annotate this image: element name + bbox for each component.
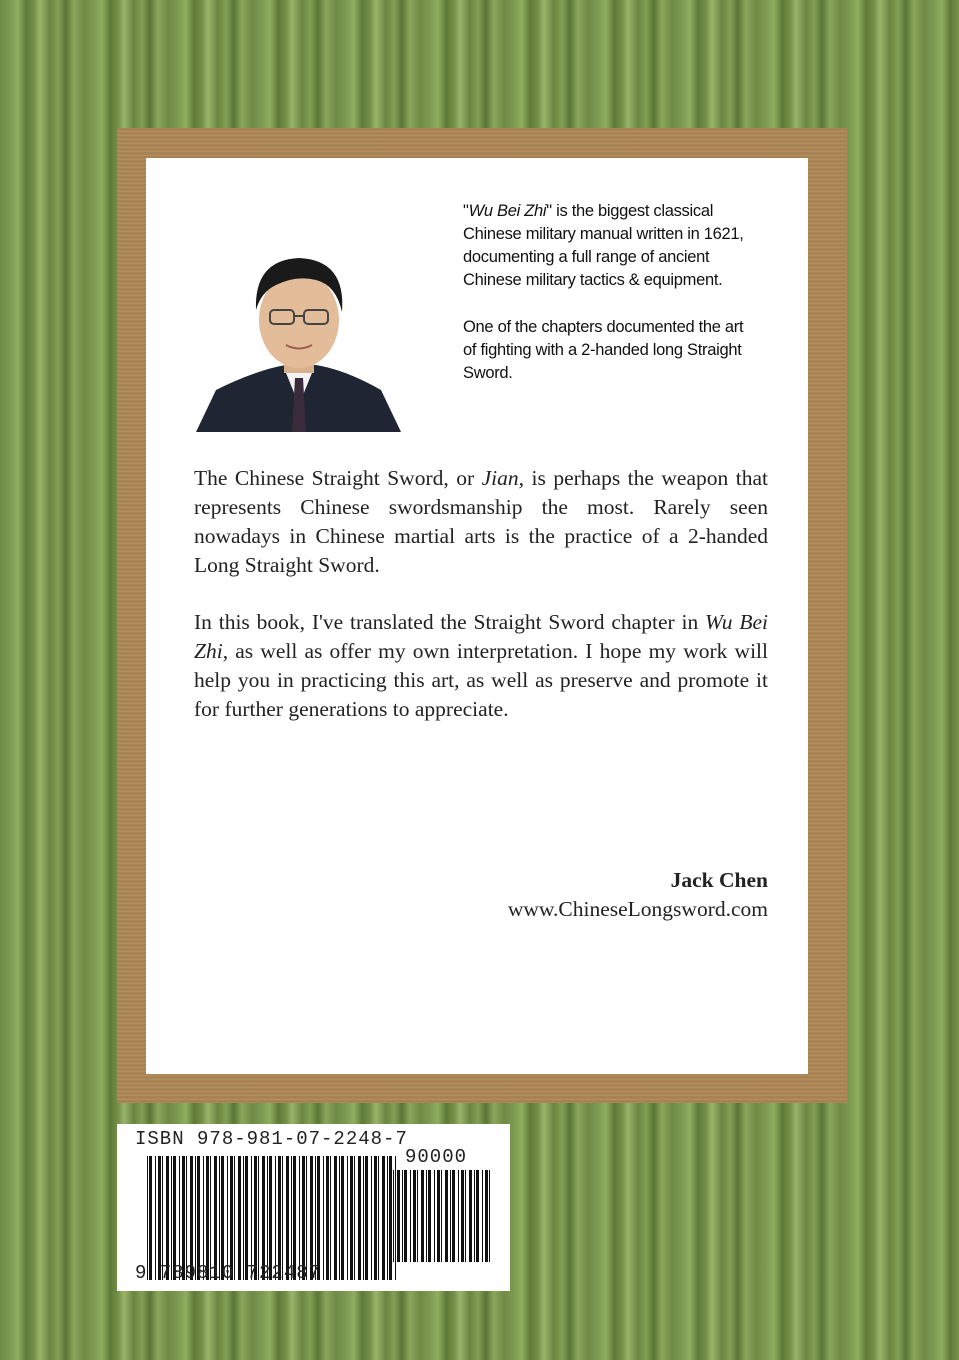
author-portrait <box>196 230 401 432</box>
ean-digits: 9 789810 722487 <box>135 1262 322 1284</box>
price-barcode <box>389 1170 493 1262</box>
price-code: 90000 <box>405 1146 468 1168</box>
blurb-text <box>463 200 753 409</box>
signature <box>508 866 768 924</box>
book-title-italic: Wu Bei Zhi <box>468 202 547 220</box>
blurb-paragraph-2: One of the chapters documented the art of fighting with a 2-handed long Straight Sword. <box>463 318 744 382</box>
body-paragraph-1: The Chinese Straight Sword, or Jian, is perhaps the weapon that represents Chinese swordsmanship the most. Rarely seen nowadays in Chinese martial arts is the practice of a 2-handed Long Straight Sword. <box>194 466 768 577</box>
content-panel <box>146 158 808 1074</box>
author-name: Jack Chen <box>670 868 768 892</box>
body-text <box>194 464 768 752</box>
isbn-text: ISBN 978-981-07-2248-7 <box>135 1128 408 1150</box>
body-paragraph-2: In this book, I've translated the Straight Sword chapter in Wu Bei Zhi, as well as offer my own interpretation. I hope my work will help you in practicing this art, as well as preserve and promote it for further generations to appreciate. <box>194 610 769 721</box>
barcode-box <box>117 1124 510 1291</box>
author-website: www.ChineseLongsword.com <box>507 897 768 921</box>
blurb-paragraph-1: "Wu Bei Zhi" is the biggest classical Chinese military manual written in 1621, documenting a full range of ancient Chinese military tactics & equipment. <box>463 202 744 289</box>
